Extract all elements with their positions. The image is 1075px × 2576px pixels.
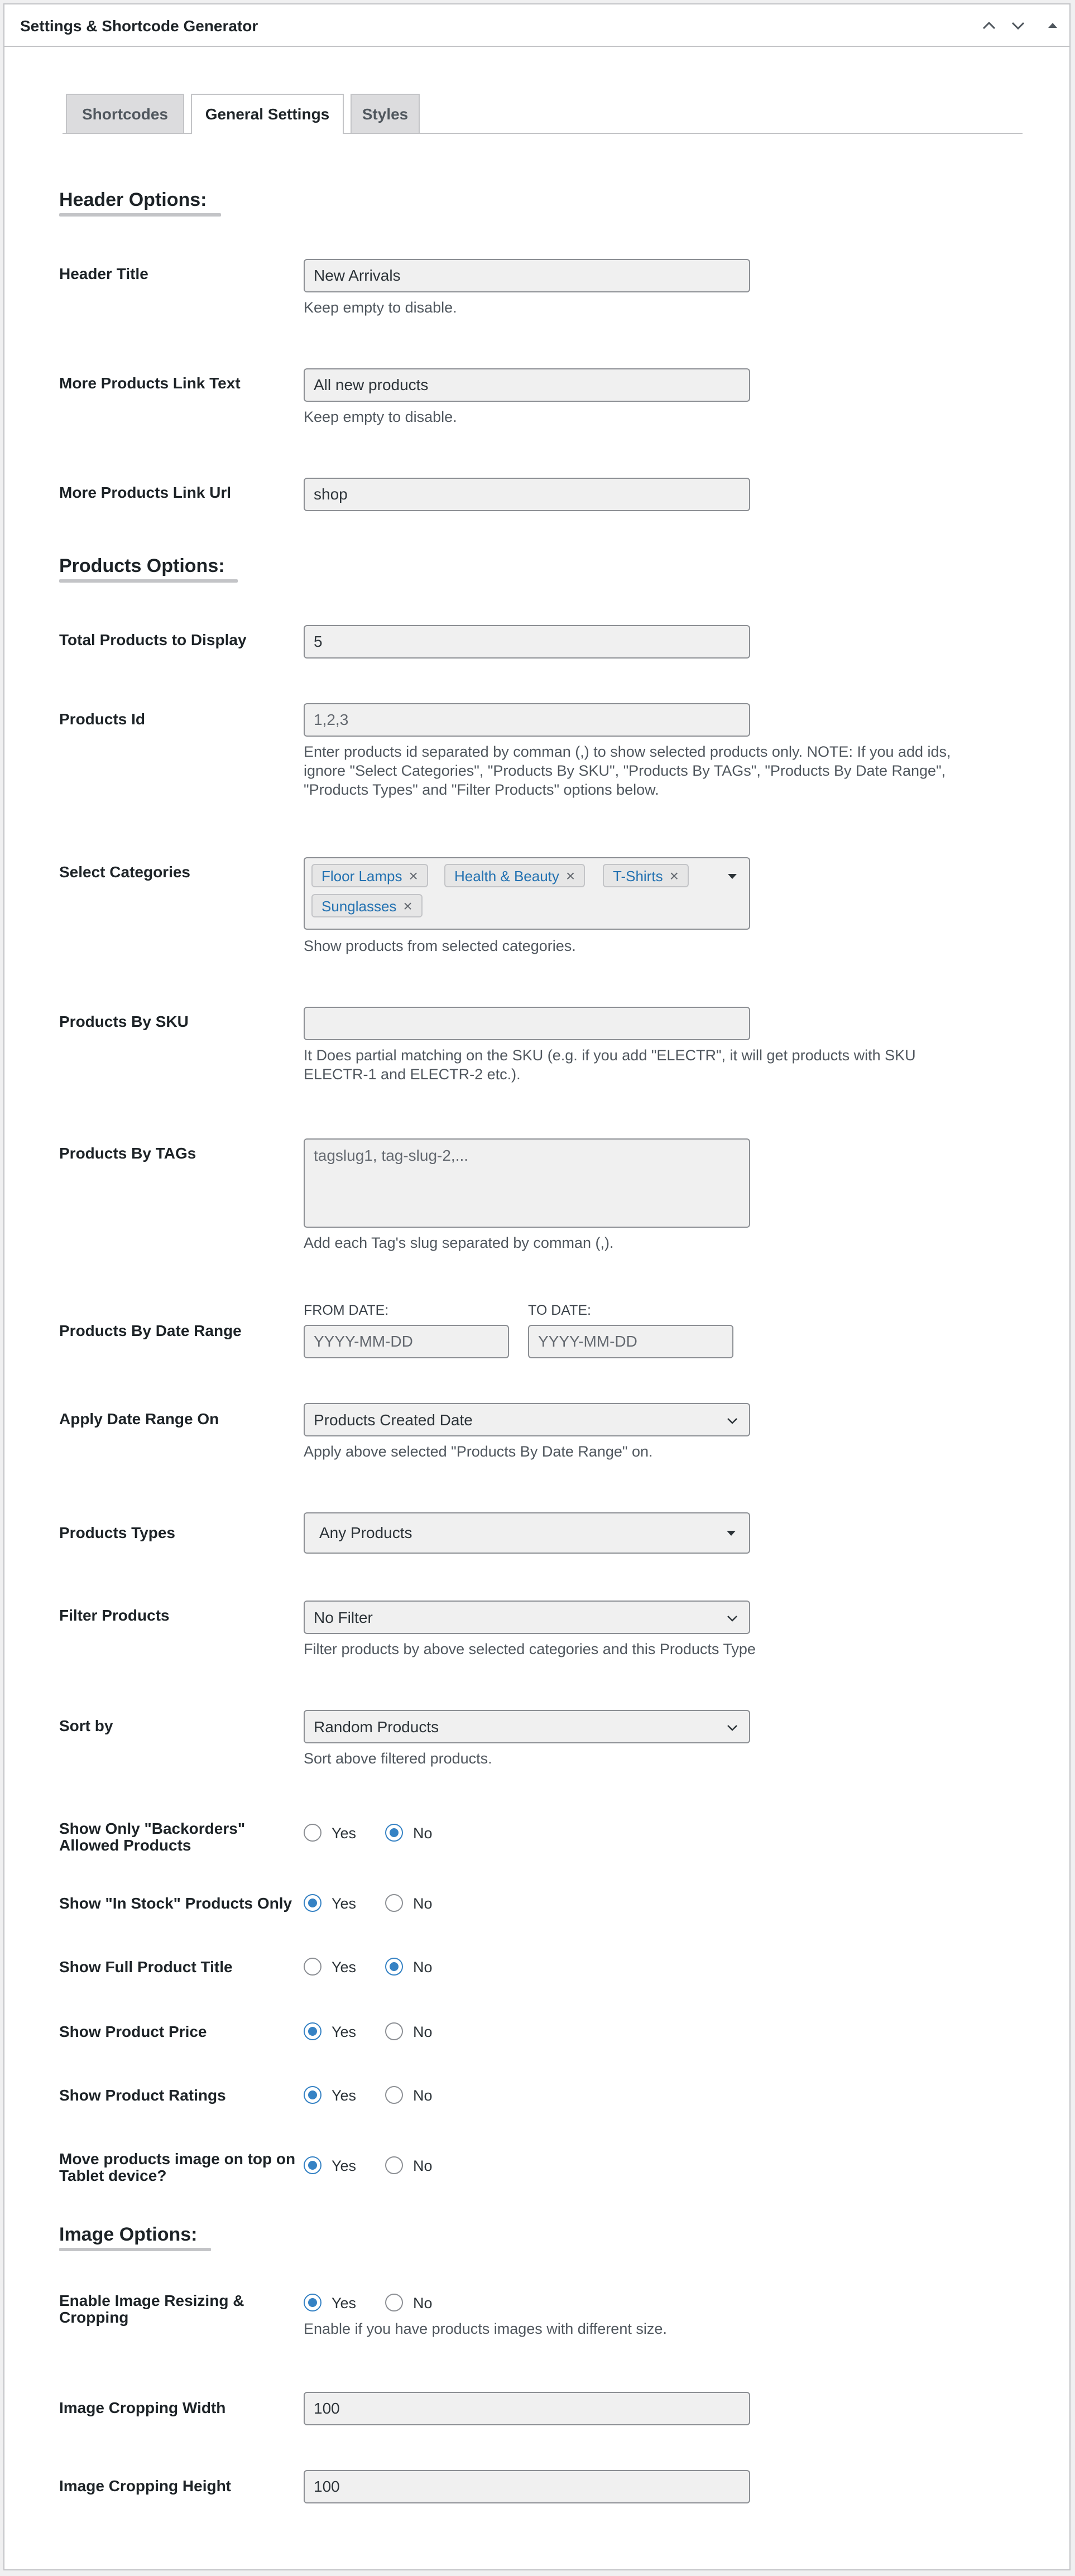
header-options-title: Header Options:	[59, 189, 207, 210]
products-sku-label: Products By SKU	[59, 1013, 189, 1030]
image-top-label	[59, 2151, 305, 2184]
crop-height-label: Image Cropping Height	[59, 2477, 231, 2495]
chevron-up-icon[interactable]	[978, 15, 1000, 37]
settings-panel: Settings & Shortcode Generator Shortcodes General Settings Styles Header Options: Header Title New Arrivals Keep empty to disable. More Products Link Text All new products Keep empty to disable. More Products Link Url shop Products Options: Total Products to Display 5 Products Id 1,2,3 Enter products id separated by comman (,) to show selected products only. NOTE: If you add ids, ignore "Select Categories", "Products By SKU", "Products By TAGs", "Products By Date Range", "Products Types" and "Filter Products" options below. Select Categories Floor Lamps × Health & Beauty × T-Shirts × Sunglasses × Show products from selected categories. Products By SKU It Does partial matching on the SKU (e.g. if you add "ELECTR", it will get products with SKU ELECTR-1 and ELECTR-2 etc.). Products By TAGs tagslug1, tag-slug-2,... Add each Tag's slug separated by comman (,). Products By Date Range FROM DATE: TO DATE: YYYY-MM-DD YYYY-MM-DD Apply Date Range On Products Created Date Apply above selected "Products By Date Range" on. Products Types Any Products Filter Products No Filter Filter products by above selected categories and this Products Type Sort by Random Products Sort above filtered products. Show Only "Backorders" Allowed Products Yes No Show "In Stock" Products Only Yes No Show Full Product Title Yes No Show Product Price Yes No Show Product Ratings Yes No Move products image on top on Tablet device? Yes No Image Options: Enable Image Resizing & Cropping Yes No Enable if you have products images with different size. Image Cropping Width 100 Image Cropping Height 100	[3, 3, 1071, 2570]
more-link-url-input[interactable]	[304, 478, 750, 511]
image-options-title: Image Options:	[59, 2224, 198, 2245]
filter-products-select[interactable]	[304, 1601, 750, 1634]
products-types-select[interactable]	[304, 1512, 750, 1554]
from-date-label: FROM DATE:	[304, 1303, 389, 1318]
products-tags-desc: Add each Tag's slug separated by comman (,).	[304, 1234, 614, 1251]
crop-width-input[interactable]	[304, 2392, 750, 2425]
category-chip	[603, 864, 689, 887]
to-date-label: TO DATE:	[528, 1303, 591, 1318]
backorders-label	[59, 1820, 299, 1854]
sort-by-desc: Sort above filtered products.	[304, 1750, 492, 1767]
settings-tabs	[63, 94, 1023, 134]
chip-remove-icon[interactable]: ×	[669, 867, 679, 885]
header-title-input[interactable]	[304, 259, 750, 292]
products-id-label: Products Id	[59, 710, 146, 728]
section-underline	[59, 579, 238, 583]
apply-date-range-label: Apply Date Range On	[59, 1410, 219, 1428]
apply-date-range-desc: Apply above selected "Products By Date Range" on.	[304, 1443, 653, 1460]
image-resizing-desc: Enable if you have products images with different size.	[304, 2320, 667, 2337]
image-resizing-label-line: Enable Image Resizing &	[59, 2292, 244, 2309]
products-sku-desc-line: ELECTR-1 and ELECTR-2 etc.).	[304, 1066, 521, 1083]
products-tags-textarea[interactable]	[304, 1138, 750, 1228]
tab-shortcodes[interactable]: Shortcodes	[66, 94, 184, 133]
tab-general-settings[interactable]: General Settings	[191, 94, 344, 134]
chip-label: Health & Beauty	[454, 868, 559, 885]
select-categories-label: Select Categories	[59, 863, 190, 881]
chevron-down-icon	[724, 1611, 740, 1626]
products-sku-desc-line: It Does partial matching on the SKU (e.g. if you add "ELECTR", it will get products with SKU	[304, 1047, 916, 1064]
date-range-label: Products By Date Range	[59, 1322, 242, 1339]
products-types-label: Products Types	[59, 1524, 175, 1541]
product-price-label: Show Product Price	[59, 2023, 207, 2040]
backorders-label-line: Allowed Products	[59, 1837, 191, 1854]
chevron-down-icon	[724, 1413, 740, 1429]
filter-products-desc: Filter products by above selected categories and this Products Type	[304, 1641, 756, 1657]
image-resizing-label	[59, 2293, 299, 2326]
crop-width-label: Image Cropping Width	[59, 2399, 226, 2416]
products-sku-input[interactable]	[304, 1007, 750, 1040]
chip-label: Floor Lamps	[321, 868, 402, 885]
products-options-title: Products Options:	[59, 555, 225, 576]
header-title-desc: Keep empty to disable.	[304, 299, 457, 316]
chevron-down-icon	[724, 1720, 740, 1736]
total-products-input[interactable]	[304, 625, 750, 659]
apply-date-range-select[interactable]	[304, 1403, 750, 1436]
sort-by-select[interactable]	[304, 1710, 750, 1743]
section-underline	[59, 2248, 211, 2251]
in-stock-label: Show "In Stock" Products Only	[59, 1895, 292, 1912]
products-id-input[interactable]	[304, 703, 750, 737]
backorders-label-line: Show Only "Backorders"	[59, 1820, 246, 1837]
products-sku-desc	[304, 1046, 1029, 1084]
chip-remove-icon[interactable]: ×	[409, 867, 418, 885]
section-underline	[59, 213, 221, 217]
to-date-input[interactable]	[528, 1325, 733, 1358]
crop-height-input[interactable]	[304, 2470, 750, 2503]
chip-label: T-Shirts	[613, 868, 663, 885]
products-types-value: Any Products	[319, 1524, 412, 1541]
sort-by-label: Sort by	[59, 1717, 113, 1734]
full-title-label: Show Full Product Title	[59, 1958, 233, 1976]
total-products-label: Total Products to Display	[59, 631, 247, 648]
filter-products-label: Filter Products	[59, 1607, 170, 1624]
from-date-input[interactable]	[304, 1325, 509, 1358]
products-id-desc-line: ignore "Select Categories", "Products By SKU", "Products By TAGs", "Products By Date Range",	[304, 762, 946, 779]
category-chip	[311, 894, 423, 917]
chip-remove-icon[interactable]: ×	[403, 897, 412, 915]
products-id-desc-line: Enter products id separated by comman (,) to show selected products only. NOTE: If you add ids,	[304, 743, 951, 760]
apply-date-range-value: Products Created Date	[314, 1411, 473, 1429]
more-link-text-desc: Keep empty to disable.	[304, 408, 457, 425]
header-title-label: Header Title	[59, 265, 148, 282]
chip-label: Sunglasses	[321, 898, 397, 915]
category-chip	[311, 864, 428, 887]
category-chip	[444, 864, 585, 887]
image-top-label-line: Tablet device?	[59, 2167, 167, 2184]
dropdown-caret-icon[interactable]	[728, 874, 737, 879]
more-link-text-input[interactable]	[304, 368, 750, 402]
products-id-desc-line: "Products Types" and "Filter Products" options below.	[304, 781, 659, 798]
select-categories-desc: Show products from selected categories.	[304, 938, 576, 954]
panel-title: Settings & Shortcode Generator	[20, 17, 258, 35]
chevron-down-icon[interactable]	[1007, 15, 1029, 37]
product-ratings-label: Show Product Ratings	[59, 2087, 226, 2104]
chip-remove-icon[interactable]: ×	[565, 867, 575, 885]
sort-by-value: Random Products	[314, 1718, 439, 1736]
filter-products-value: No Filter	[314, 1609, 373, 1626]
more-link-text-label: More Products Link Text	[59, 374, 241, 392]
products-id-desc	[304, 742, 1029, 799]
categories-multiselect[interactable]	[304, 857, 750, 930]
image-top-label-line: Move products image on top on	[59, 2150, 296, 2168]
dropdown-caret-icon	[727, 1531, 736, 1536]
more-link-url-label: More Products Link Url	[59, 484, 232, 501]
triangle-up-icon[interactable]	[1042, 15, 1064, 37]
image-resizing-label-line: Cropping	[59, 2309, 129, 2326]
products-tags-label: Products By TAGs	[59, 1145, 196, 1162]
tab-styles[interactable]: Styles	[351, 94, 420, 133]
panel-header	[4, 4, 1069, 47]
